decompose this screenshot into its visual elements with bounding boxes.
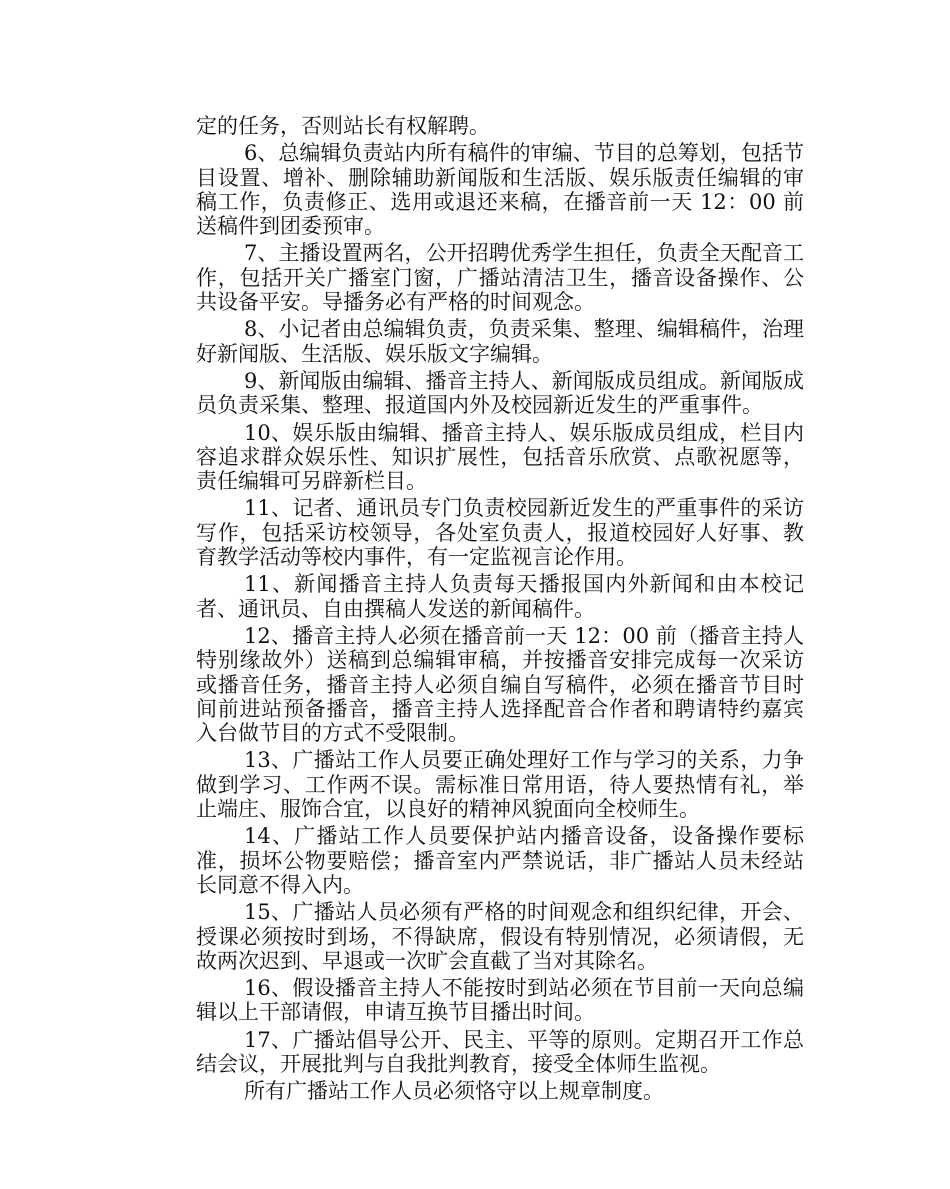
paragraph-rule-9: 9、新闻版由编辑、播音主持人、新闻版成员组成。新闻版成员负责采集、整理、报道国内外及校园新近发生的严重事件。 xyxy=(196,368,804,418)
paragraph-rule-13: 13、广播站工作人员要正确处理好工作与学习的关系，力争做到学习、工作两不误。需标准日常用语，待人要热情有礼，举止端庄、服饰合宜，以良好的精神风貌面向全校师生。 xyxy=(196,748,804,822)
paragraph-rule-7: 7、主播设置两名，公开招聘优秀学生担任，负责全天配音工作，包括开关广播室门窗，广播站清洁卫生，播音设备操作、公共设备平安。导播务必有严格的时间观念。 xyxy=(196,241,804,315)
document-body xyxy=(196,114,804,1107)
paragraph-closing: 所有广播站工作人员必须恪守以上规章制度。 xyxy=(244,1079,664,1104)
paragraph-rule-14: 14、广播站工作人员要保护站内播音设备，设备操作要标准，损坏公物要赔偿；播音室内严禁说话，非广播站人员未经站长同意不得入内。 xyxy=(196,824,804,897)
paragraph-rule-8: 8、小记者由总编辑负责，负责采集、整理、编辑稿件，治理好新闻版、生活版、娱乐版文字编辑。 xyxy=(196,317,804,366)
paragraph-rule-6: 6、总编辑负责站内所有稿件的审编、节目的总筹划，包括节目设置、增补、删除辅助新闻版和生活版、娱乐版责任编辑的审稿工作，负责修正、选用或退还来稿，在播音前一天 12：00 前送稿件到团委预审。 xyxy=(196,141,804,239)
paragraph-rule-12: 12、播音主持人必须在播音前一天 12：00 前（播音主持人特别缘故外）送稿到总编辑审稿，并按播音安排完成每一次采访或播音任务，播音主持人必须自编自写稿件，必须在播音节目时间前进站预备播音，播音主持人选择配音合作者和聘请特约嘉宾入台做节目的方式不受限制。 xyxy=(196,623,804,746)
paragraph-rule-11b: 11、新闻播音主持人负责每天播报国内外新闻和由本校记者、通讯员、自由撰稿人发送的新闻稿件。 xyxy=(196,572,804,621)
paragraph-rule-11a: 11、记者、通讯员专门负责校园新近发生的严重事件的采访写作，包括采访校领导，各处室负责人，报道校园好人好事、教育教学活动等校内事件，有一定监视言论作用。 xyxy=(196,496,804,570)
paragraph-rule-17: 17、广播站倡导公开、民主、平等的原则。定期召开工作总结会议，开展批判与自我批判教育，接受全体师生监视。 xyxy=(196,1027,804,1076)
paragraph-rule-10: 10、娱乐版由编辑、播音主持人、娱乐版成员组成，栏目内容追求群众娱乐性、知识扩展性，包括音乐欣赏、点歌祝愿等，责任编辑可另辟新栏目。 xyxy=(196,420,804,494)
paragraph-rule-15: 15、广播站人员必须有严格的时间观念和组织纪律，开会、授课必须按时到场，不得缺席，假设有特别情况，必须请假，无故两次迟到、早退或一次旷会直截了当对其除名。 xyxy=(196,900,804,973)
paragraph-rule-16: 16、假设播音主持人不能按时到站必须在节目前一天向总编辑以上干部请假，申请互换节目播出时间。 xyxy=(196,976,804,1025)
paragraph-continued: 定的任务，否则站长有权解聘。 xyxy=(196,114,490,138)
